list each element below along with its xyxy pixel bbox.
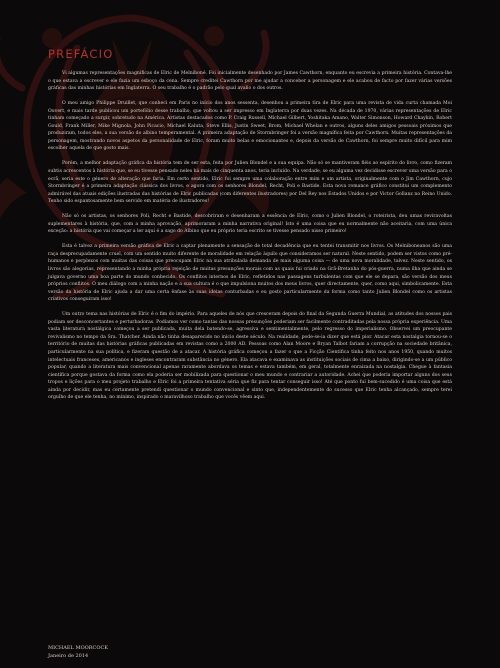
paragraph: Esta é talvez a primeira versão gráfica de Elric a captar plenamente a sensação de total decadência que eu tentei transmitir nos livros. Os Melniboneanos são uma raça desprecupadamente cruel, com um sentido muito diferente de moralidade em relação àquilo que consideramos ser natural. Neste sentido, podem ser vistos como pré-humanos e perplexos com muitas das coisas que preocupam Elric na sua atribulada demanda de mais alguma coisa — de uma nova moralidade, talvez. Neste sentido, os livros são alegorias, representando a minha própria rejeição de muitas presunções morais com as quais fui criado na Grã-Bretanha do pós-guerra, numa ilha que ainda se julgava governo uma boa parte do mundo conhecido. Os conflitos internos de Elric, refletidos nas passagens turbulentas com que ele se depara, são versão dos meus próprios conflitos. O meu diálogo com a minha nação e a sua cultura é o que impulsiona muitos dos meus livros, quer directamente, quer, como aqui, simbolicamente. Esta versão da história de Elric ajuda a dar uma certa ênfase às suas ideias conturbadas e eu gosto particularmente da forma como tanto Julien Blondel como os artistas criativos conseguiram isso!	[48, 244, 452, 303]
signature-block	[48, 644, 108, 660]
preface-body	[48, 70, 452, 409]
paragraph: Não só os artistas, os senhores Poli, Recht e Bastide, descobriram e desenharam a essência de Elric, como o Julien Blondel, o roteirista, deu umas reviravoltas suplementares à história, que, com a minha aprovação, aprimoraram a minha narrativa original! Isto é uma coisa que eu normalmente não aceitaria, com uma única exceção: a história que vai começar a ler aqui é a sago do Albino que eu próprio teria escrito se tivesse pensado nisso primeiro!	[48, 214, 452, 235]
author-name: MICHAEL MOORCOCK	[48, 645, 109, 651]
signature-date: Janeiro de 2014	[48, 653, 89, 659]
paragraph: Um outro tema nas histórias de Elric é o fim do império. Para aqueles de nós que cresceram depois do final da Segunda Guerra Mundial, as atitudes dos nossos pais podiam ser desconcertantes e perturbadoras. Podíamos ver como tantas das nossas presunções poderiam ser facilmente contraditadas pela nossa própria experiência. Uma vasta literatura nostálgica começou a ser publicada, muita dela batendo-se, agressiva e sentimentalmente, pelo regresso do imperialismo. Observei um preocupante revivalismo no tempo da Sra. Thatcher. Ainda não tinha desaparecido no início deste século. Na realidade, pode-se-ia dizer que está pior. Atacar esta nostalgia tornou-se o território de muitas das histórias gráficas publicadas em revistas como a 2000 AD. Pessoas como Alan Moore e Bryan Talbot fariam a corrupção na sociedade britânica, particularmente na sua política, e fizeram questão de a atacar. A história gráfica começou a fazer o que a Ficção Científica tinha feito nos anos 1950, quando muitos intelectuais franceses, americanos e ingleses encontraram substância no género. Ela atacava e examinava as instituições sociais de cima a baixo, dirigindo-se a um público popular, quando a literatura mais convencional apenas raramente abordava os temas e estava também, em geral, totalmente enraizada na nostalgia. Chegue à fantasia científica porque gostava da forma como ela poderia ser mobilizada para questionar o meu mundo e contrariar a autoridade. Achei que poderia importar alguns dos seus tropos e lições para o meu projeto trabalho e Elric foi a primeira tentativa séria que fiz para tentar conseguir isso! Até que ponto fui bem-sucedido é uma coisa que está ainda por decidir, mas eu certamente pretendi questionar o mundo convencional e sinto que, independentemente do sucesso que Elric tenha alcançado, sempre terei orgulho de que ele tenha, no mínimo, inspirado o maravilhoso trabalho que vocês vêem aqui.	[48, 312, 452, 401]
page-title: PREFÁCIO	[48, 47, 114, 61]
paragraph: Vi algumas representações magníficas de Elric de Melniboné. Foi inicialmente desenhado por James Cawthorn, enquanto eu escrevia a primeira história. Contava-lhe o que estava a escrever e ele fazia um esboço da cena. Sempre creditei Cawthorn por me ajudar a conceber a personagem e ele acabou de facto por fazer várias versões gráficas das minhas histórias em Inglaterra. O seu trabalho é o padrão pelo qual avalio o dos outros.	[48, 71, 452, 92]
paragraph: Porém, a melhor adaptação gráfica da história tem de ser esta, feita por Julien Blondel e a sua equipa. Não só se mantiveram fiéis ao espírito do livro, como fizeram subtis acrescentos à história que, se eu tivesse pensado neles há mais de cinquenta anos, teria incluído. Na verdade, se eu alguma vez decidisse escrever uma versão para o ecrã, seria este o género de alteração que faria. Em certo sentido, Elric foi sempre uma colaboração entre mim e um artista, originalmente com o Jim Cawthorn, cujo Stormbringer é a primeira adaptação clássica dos livros, e agora com os senhores Blondel, Recht, Poli e Bastide. Esta nova romance gráfico constitui um complemento admirável das atuais edições ilustradas das histórias de Elric publicadas (com diferentes ilustradores) por Del Rey nos Estados Unidos e por Victor Gollanz no Reino Unido. Tenho sido espantosamente bem servido em matéria de ilustradores!	[48, 161, 452, 205]
paragraph: O meu amigo Philippe Druillet, que conheci em Paris no início dos anos sessenta, desenhou a primeira tira de Elric para uma revista de vida curta chamada Moi Ouvert, e mais tarde publicou um portefólio desse trabalho, que voltou a ser impresso em Inglaterra por duas vezes. Na década de 1970, várias representações de Elric tinham começado a surgir, sobretudo na América. Artistas destacados como P. Craig Russell, Michael Gilbert, Yoshitaka Amano, Walter Simonson, Howard Chaykin, Robert Gould, Frank Miller, Mike Mignola, John Picacio, Michael Kaluta, Steve Ellis, Justin Sweet, Brom, Michael Whelan e outros, alguns deles amigos pessoais próximos que produziram, todos eles, a sua versão do albino temperamental. A primeira adaptação de Stormbringer foi a versão magnífica feita por Cawthorn. Muitas representações da personagem, mostrando novos aspetos da personalidade de Elric, foram muito belas e emocionantes e, depois da versão de Cawthorn, foi sempre muito difícil para mim escolher aquela de que gosto mais.	[48, 101, 452, 152]
